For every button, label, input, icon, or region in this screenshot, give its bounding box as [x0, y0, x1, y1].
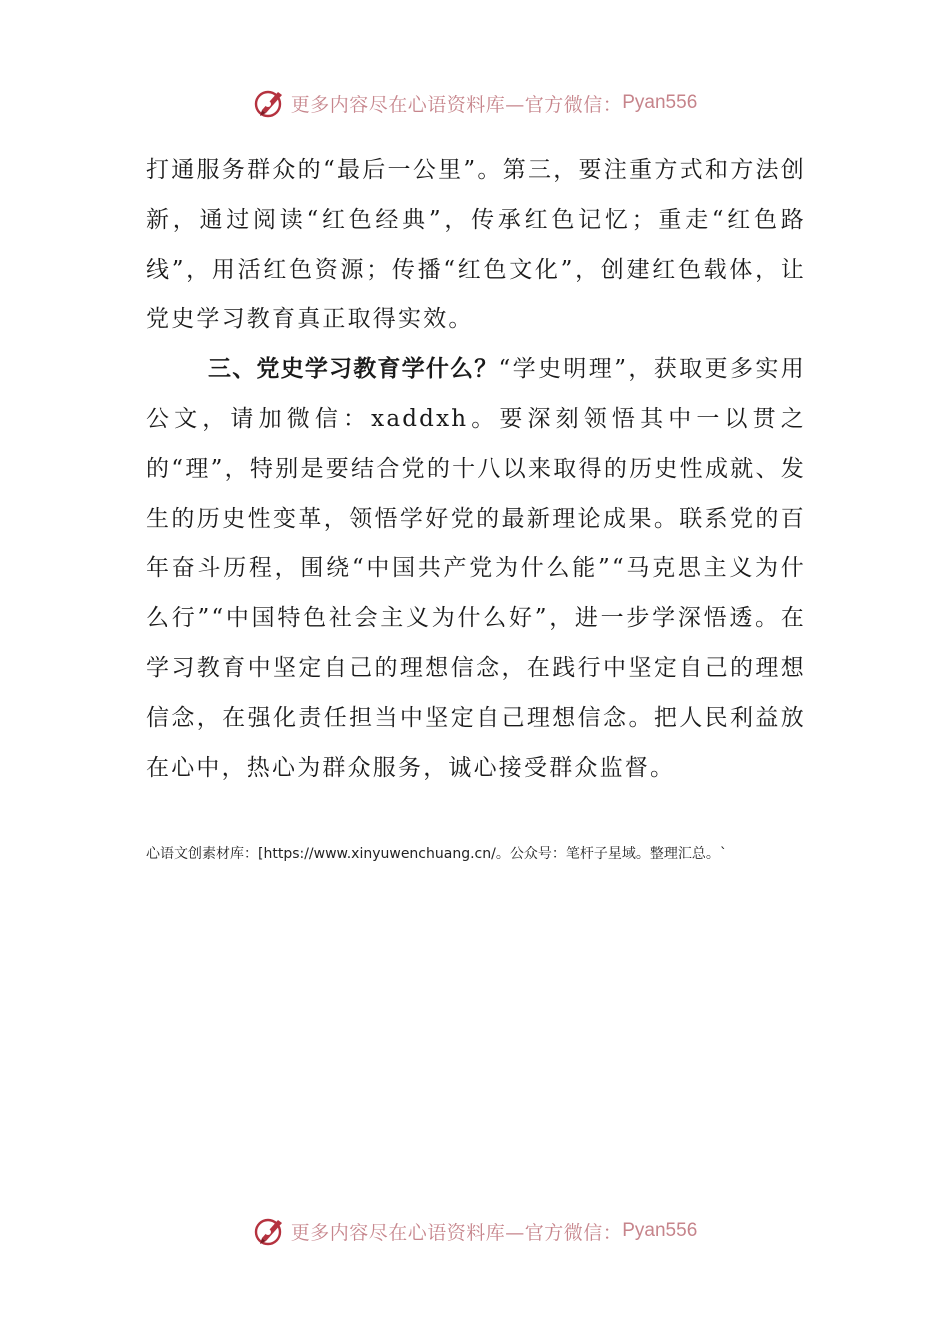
- header-banner: [0, 78, 950, 128]
- header-banner-text: 更多内容尽在心语资料库—官方微信：: [290, 93, 623, 116]
- footer-banner-wechat: Pyan556: [622, 1220, 698, 1241]
- header-banner-wechat: Pyan556: [622, 92, 698, 113]
- section-heading-3: 三、党史学习教育学什么？: [208, 356, 499, 383]
- source-note: 心语文创素材库：[https://www.xinyuwenchuang.cn/。公众号：笔杆子星域。整理汇总。`: [146, 846, 727, 862]
- pen-logo-icon: [253, 86, 287, 120]
- paragraph-1: 打通服务群众的“最后一公里”。第三，要注重方式和方法创新，通过阅读“红色经典”，传承红色记忆；重走“红色路线”，用活红色资源；传播“红色文化”，创建红色载体，让党史学习教育真正取得实效。: [146, 157, 806, 333]
- paragraph-2-text: “学史明理”，获取更多实用公文，请加微信：xaddxh。要深刻领悟其中一以贯之的“理”，特别是要结合党的十八以来取得的历史性成就、发生的历史性变革，领悟学好党的最新理论成果。联系党的百年奋斗历程，围绕“中国共产党为什么能”“马克思主义为什么行”“中国特色社会主义为什么好”，进一步学深悟透。在学习教育中坚定自己的理想信念，在践行中坚定自己的理想信念，在强化责任担当中坚定自己理想信念。把人民利益放在心中，热心为群众服务，诚心接受群众监督。: [146, 356, 806, 781]
- footer-banner-text: 更多内容尽在心语资料库—官方微信：: [290, 1221, 623, 1244]
- pen-logo-icon: [253, 1214, 287, 1248]
- document-body: [146, 146, 806, 793]
- footer-banner: [0, 1206, 950, 1256]
- paragraph-2: [146, 345, 806, 793]
